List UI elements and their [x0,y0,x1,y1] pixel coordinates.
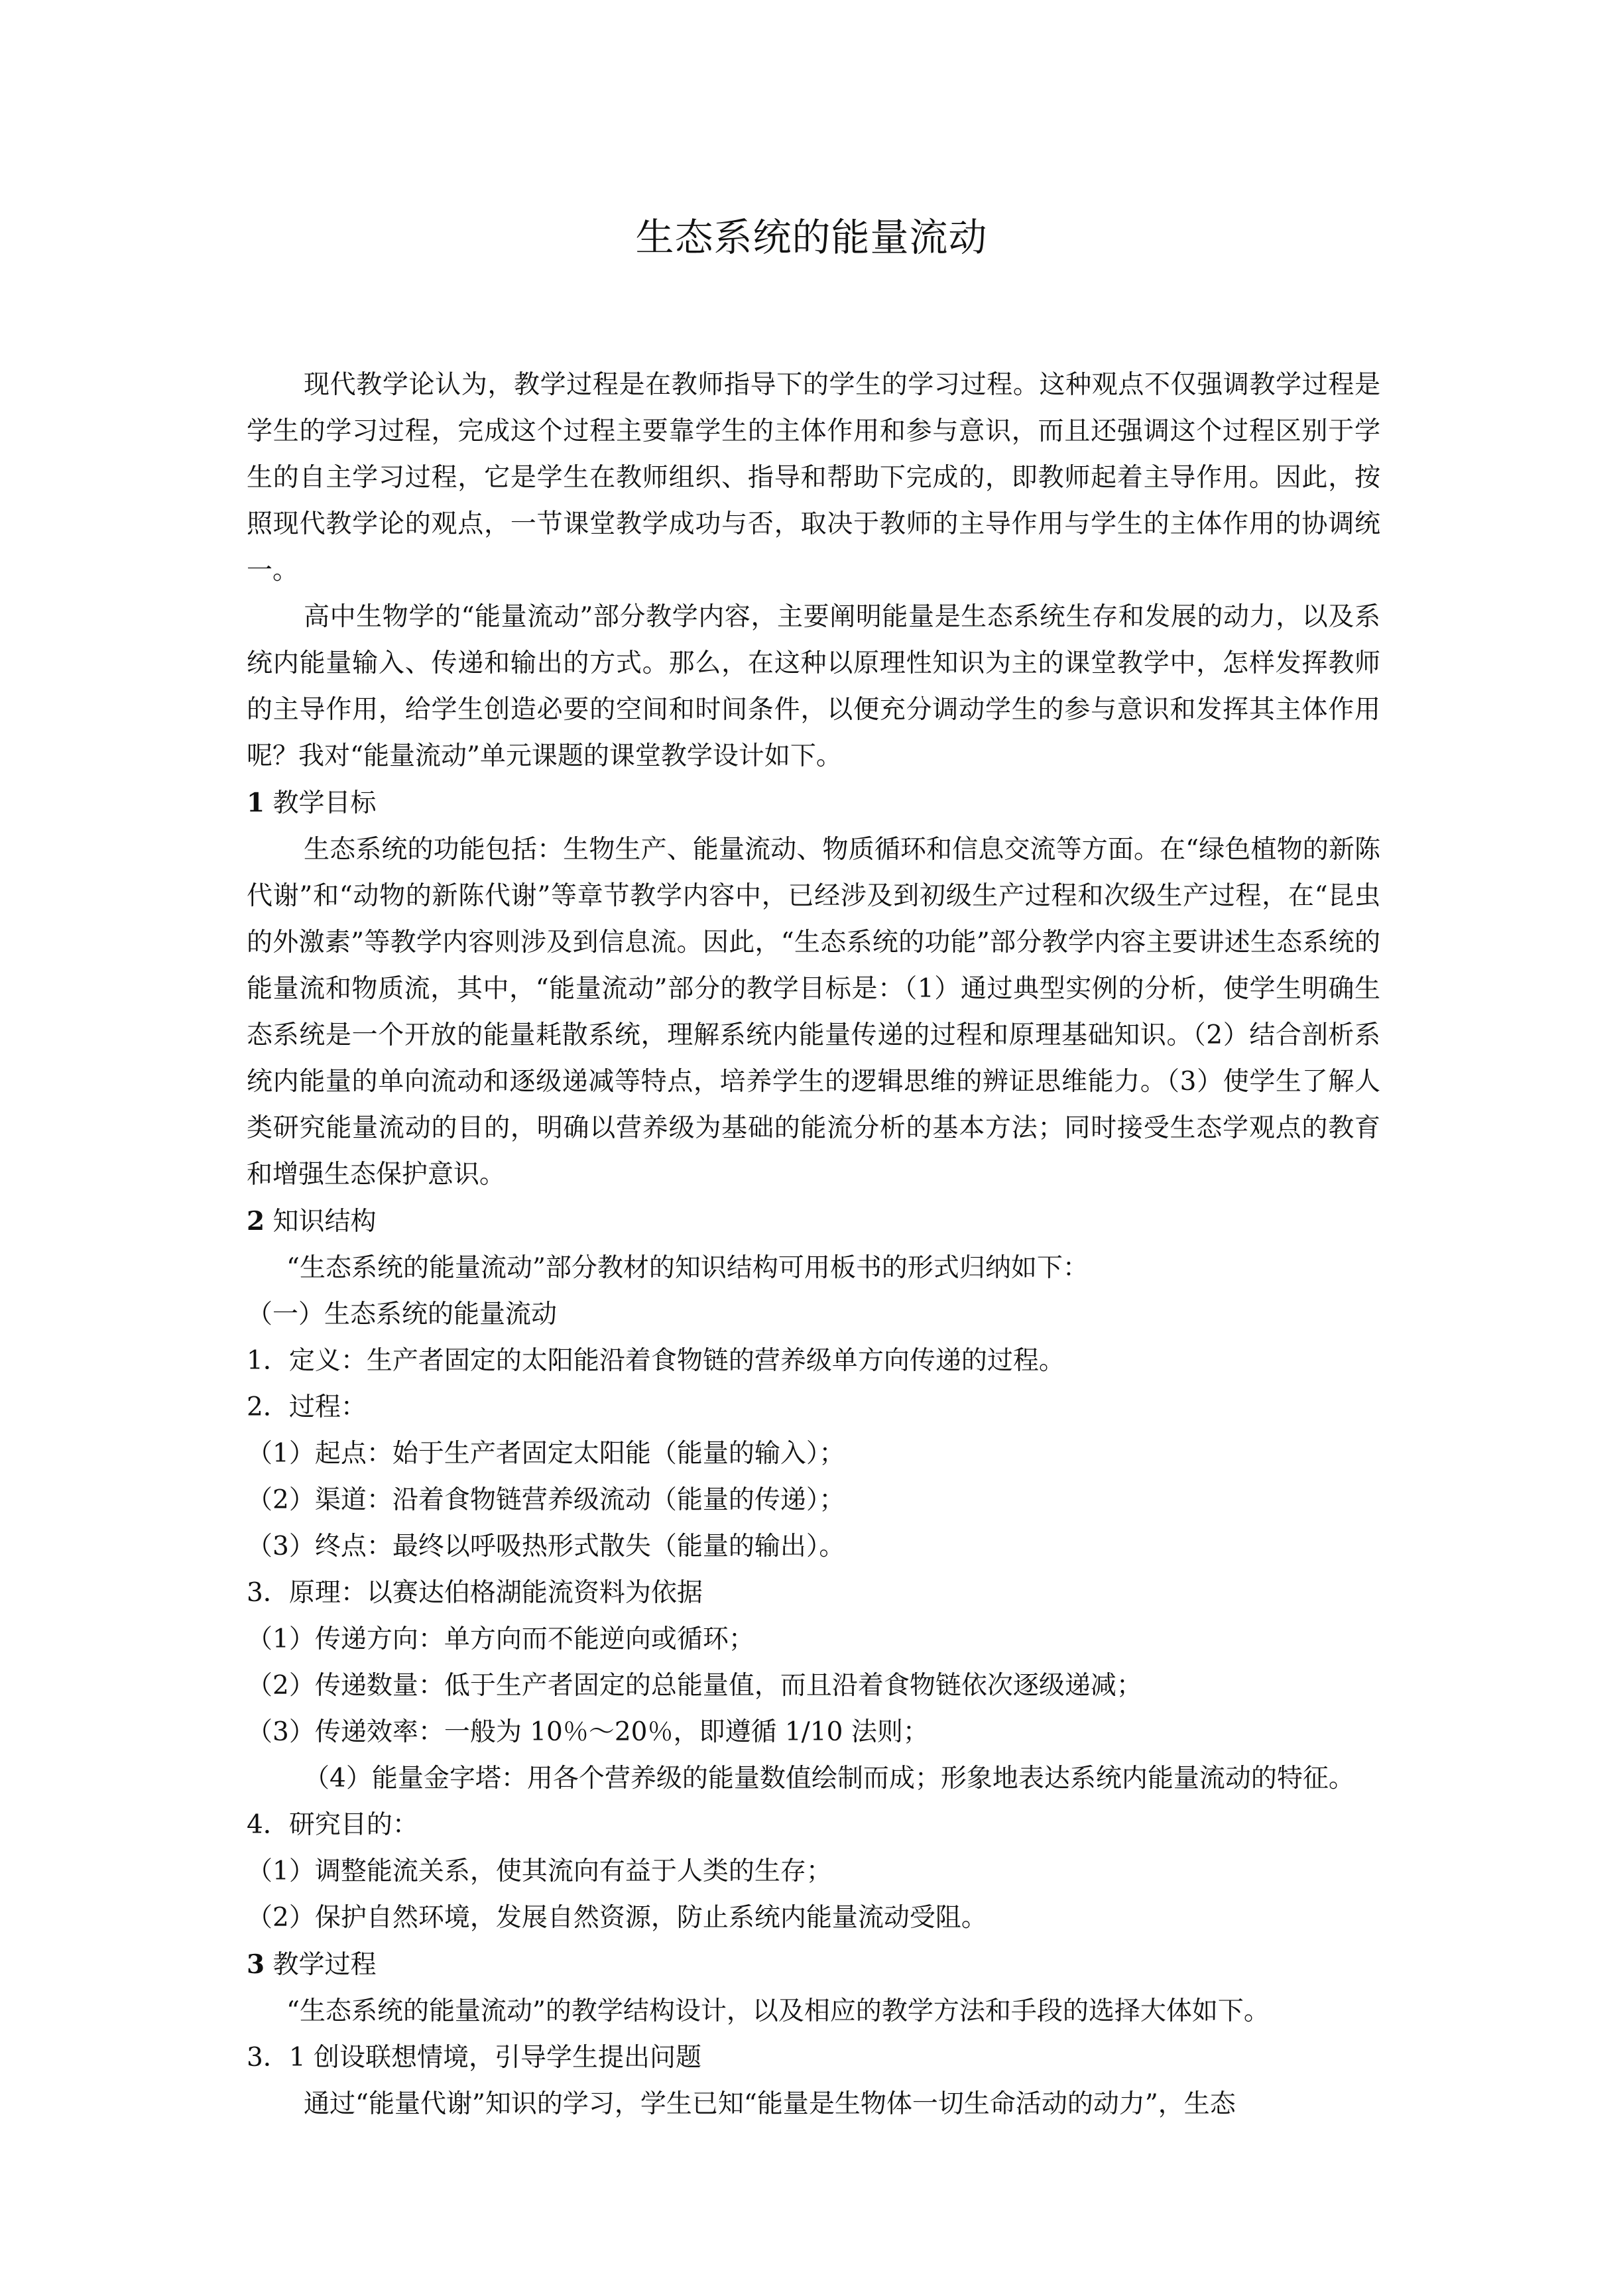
paragraph: 高中生物学的“能量流动”部分教学内容，主要阐明能量是生态系统生存和发展的动力，以及系统内能量输入、传递和输出的方式。那么，在这种以原理性知识为主的课堂教学中，怎样发挥教师的主导作用，给学生创造必要的空间和时间条件，以便充分调动学生的参与意识和发挥其主体作用呢？我对“能量流动”单元课题的课堂教学设计如下。 [247,602,1380,771]
list-item: （1）起点：始于生产者固定太阳能（能量的输入）； [247,1439,845,1469]
paragraph: 生态系统的功能包括：生物生产、能量流动、物质循环和信息交流等方面。在“绿色植物的新陈代谢”和“动物的新陈代谢”等章节教学内容中，已经涉及到初级生产过程和次级生产过程，在“昆虫的外激素”等教学内容则涉及到信息流。因此，“生态系统的功能”部分教学内容主要讲述生态系统的能量流和物质流，其中，“能量流动”部分的教学目标是：（1）通过典型实例的分析，使学生明确生态系统是一个开放的能量耗散系统，理解系统内能量传递的过程和原理基础知识。（2）结合剖析系统内能量的单向流动和逐级递减等特点，培养学生的逻辑思维的辨证思维能力。（3）使学生了解人类研究能量流动的目的，明确以营养级为基础的能流分析的基本方法；同时接受生态学观点的教育和增强生态保护意识。 [247,835,1380,1189]
section-number: 1 [247,788,265,818]
list-item: 1．定义：生产者固定的太阳能沿着食物链的营养级单方向传递的过程。 [247,1346,1065,1376]
section-heading-text: 教学目标 [272,788,377,818]
section-heading-text: 教学过程 [272,1950,377,1980]
document-title: 生态系统的能量流动 [635,215,988,260]
section-heading [247,1198,1380,1245]
section-number: 3 [247,1949,265,1980]
subsection-heading: 3．1 创设联想情境，引导学生提出问题 [247,2043,702,2073]
document-body [247,362,1380,2128]
paragraph: “生态系统的能量流动”部分教材的知识结构可用板书的形式归纳如下： [286,1253,1089,1283]
section-heading [247,780,1380,827]
list-item: （3）传递效率：一般为 10％～20％，即遵循 1/10 法则； [247,1717,929,1747]
paragraph: “生态系统的能量流动”的教学结构设计，以及相应的教学方法和手段的选择大体如下。 [286,1996,1270,2026]
section-heading [247,1941,1380,1988]
paragraph: 通过“能量代谢”知识的学习，学生已知“能量是生物体一切生命活动的动力”，生态 [304,2089,1236,2119]
section-heading-text: 知识结构 [272,1207,377,1237]
list-item: （2）渠道：沿着食物链营养级流动（能量的传递）； [247,1485,845,1515]
list-item: （4）能量金字塔：用各个营养级的能量数值绘制而成；形象地表达系统内能量流动的特征。 [304,1764,1354,1793]
paragraph: 现代教学论认为，教学过程是在教师指导下的学生的学习过程。这种观点不仅强调教学过程是学生的学习过程，完成这个过程主要靠学生的主体作用和参与意识，而且还强调这个过程区别于学生的自主学习过程，它是学生在教师组织、指导和帮助下完成的，即教师起着主导作用。因此，按照现代教学论的观点，一节课堂教学成功与否，取决于教师的主导作用与学生的主体作用的协调统一。 [247,370,1380,585]
list-item: （2）保护自然环境，发展自然资源，防止系统内能量流动受阻。 [247,1903,987,1933]
list-item: （一）生态系统的能量流动 [247,1299,558,1329]
section-number: 2 [247,1206,265,1237]
list-item: 2．过程： [247,1392,367,1422]
list-item: （1）传递方向：单方向而不能逆向或循环； [247,1624,754,1654]
list-item: （3）终点：最终以呼吸热形式散失（能量的输出）。 [247,1532,845,1561]
list-item: （2）传递数量：低于生产者固定的总能量值，而且沿着食物链依次逐级递减； [247,1671,1142,1701]
list-item: 4．研究目的： [247,1810,418,1840]
list-item: 3．原理：以赛达伯格湖能流资料为依据 [247,1578,703,1608]
list-item: （1）调整能流关系，使其流向有益于人类的生存； [247,1856,832,1886]
